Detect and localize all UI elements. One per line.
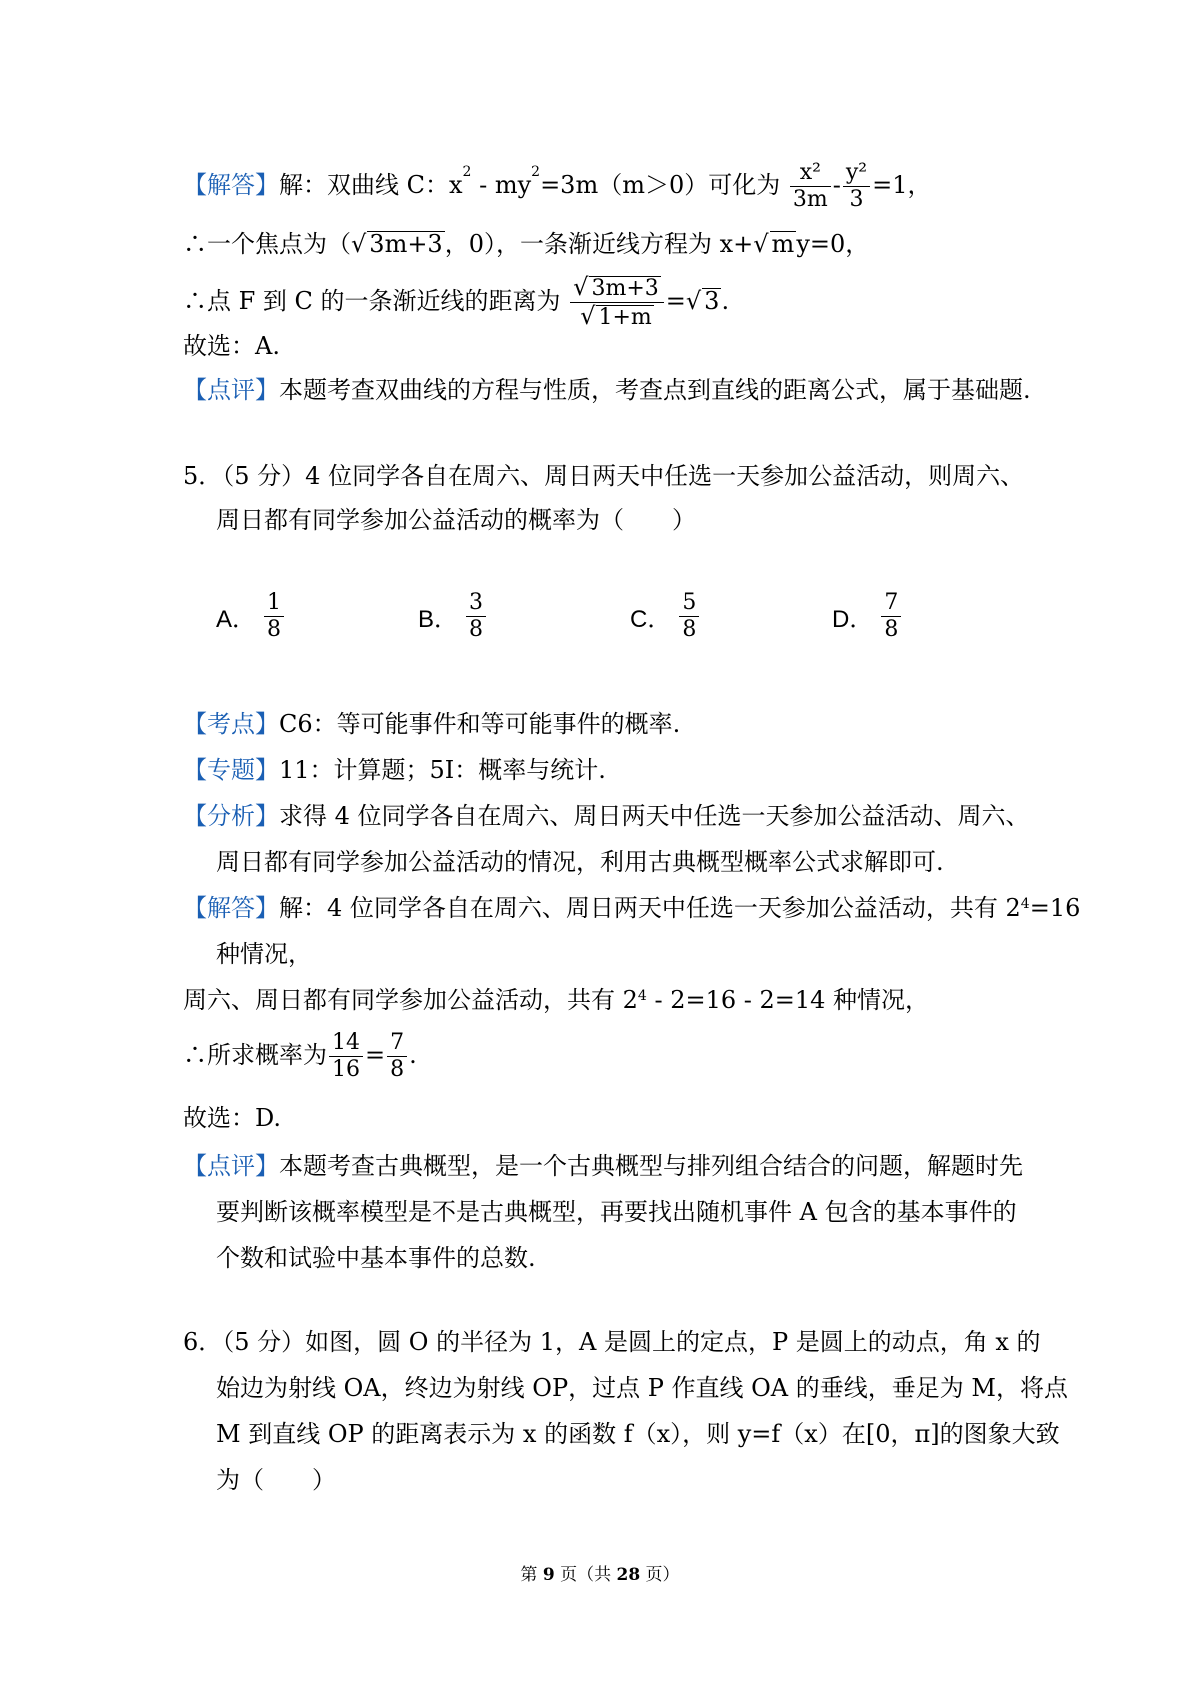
q5-review-line-3: 个数和试验中基本事件的总数. [216, 1244, 536, 1272]
q5-zhuanti: 【专题】11：计算题；5I：概率与统计. [183, 756, 606, 784]
q5-option-c: C． $\frac{5}{8}$ [630, 590, 701, 643]
q6-stem-line-1: 6．（5 分）如图，圆 O 的半径为 1，A 是圆上的定点，P 是圆上的动点，角 x 的 [183, 1328, 1041, 1356]
q5-jieda-line-3: 周六、周日都有同学参加公益活动，共有 $2^4 - 2=16 - 2=14$ 种情况， [183, 986, 930, 1014]
q5-option-b: B． $\frac{3}{8}$ [418, 590, 488, 643]
tag-dianping: 【点评】 [183, 376, 279, 404]
q5-jieda-line-2: 种情况， [216, 940, 312, 968]
q4-solution-line-1: 【解答】解：双曲线 C：$x^2 - my^2=3m(m>0)$可化为 $\frac{\text{x²}}{3m}$ - $\frac{\text{y²}}{3}$ =1， [183, 160, 932, 212]
fraction-14-16: $\frac{14}{16}$ [329, 1030, 363, 1083]
q4-solution-line-2: ∴一个焦点为（√ 3m+3，0），一条渐近线方程为 x+√ my=0， [183, 230, 870, 258]
q5-fenxi-line-1: 【分析】求得 4 位同学各自在周六、周日两天中任选一天参加公益活动、周六、 [183, 802, 1030, 830]
sqrt-3m-plus-3: 3m+3 [369, 230, 443, 258]
fraction-y2-over-3: $\frac{\text{y²}}{3}$ [843, 160, 870, 213]
q5-stem-line-2: 周日都有同学参加公益活动的概率为（ ） [216, 506, 696, 534]
fraction-x2-over-3m: $\frac{\text{x²}}{3m}$ [790, 160, 831, 213]
q5-review-line-1: 【点评】本题考查古典概型，是一个古典概型与排列组合结合的问题，解题时先 [183, 1152, 1023, 1180]
q5-kaodian: 【考点】C6：等可能事件和等可能事件的概率. [183, 710, 681, 738]
q6-stem-line-4: 为（ ） [216, 1466, 336, 1494]
q6-stem-line-3: M 到直线 OP 的距离表示为 x 的函数 f（x），则 y=f（x）在[0，π]的图象大致 [216, 1420, 1060, 1448]
q4-review: 【点评】本题考查双曲线的方程与性质，考查点到直线的距离公式，属于基础题. [183, 376, 1031, 404]
q6-stem-line-2: 始边为射线 OA，终边为射线 OP，过点 P 作直线 OA 的垂线，垂足为 M，将点 [216, 1374, 1068, 1402]
fraction-7-8: $\frac{7}{8}$ [387, 1030, 407, 1083]
q5-fenxi-line-2: 周日都有同学参加公益活动的情况，利用古典概型概率公式求解即可. [216, 848, 944, 876]
fraction-distance: $\frac{√ 3m+3}{√ 1+m}$ [570, 274, 664, 331]
q5-stem-line-1: 5．（5 分）4 位同学各自在周六、周日两天中任选一天参加公益活动，则周六、 [183, 462, 1025, 490]
q5-answer: 故选：D. [183, 1104, 282, 1132]
q5-option-d: D． $\frac{7}{8}$ [832, 590, 903, 643]
q5-review-line-2: 要判断该概率模型是不是古典概型，再要找出随机事件 A 包含的基本事件的 [216, 1198, 1017, 1226]
q5-jieda-line-1: 【解答】解：4 位同学各自在周六、周日两天中任选一天参加公益活动，共有 $2^4=16$ [183, 894, 1081, 922]
q4-answer: 故选：A. [183, 332, 280, 360]
sqrt-m: m [771, 230, 795, 258]
q5-option-a: A． $\frac{1}{8}$ [216, 590, 286, 643]
q5-jieda-line-4: ∴所求概率为 $\frac{14}{16}$ = $\frac{7}{8}$ . [183, 1030, 417, 1082]
page-footer: 第 9 页（共 28 页） [520, 1565, 680, 1585]
tag-jieda: 【解答】 [183, 171, 279, 199]
q4-solution-line-3: ∴点 F 到 C 的一条渐近线的距离为 $\frac{√ 3m+3}{√ 1+m}$ =√ 3. [183, 273, 730, 330]
